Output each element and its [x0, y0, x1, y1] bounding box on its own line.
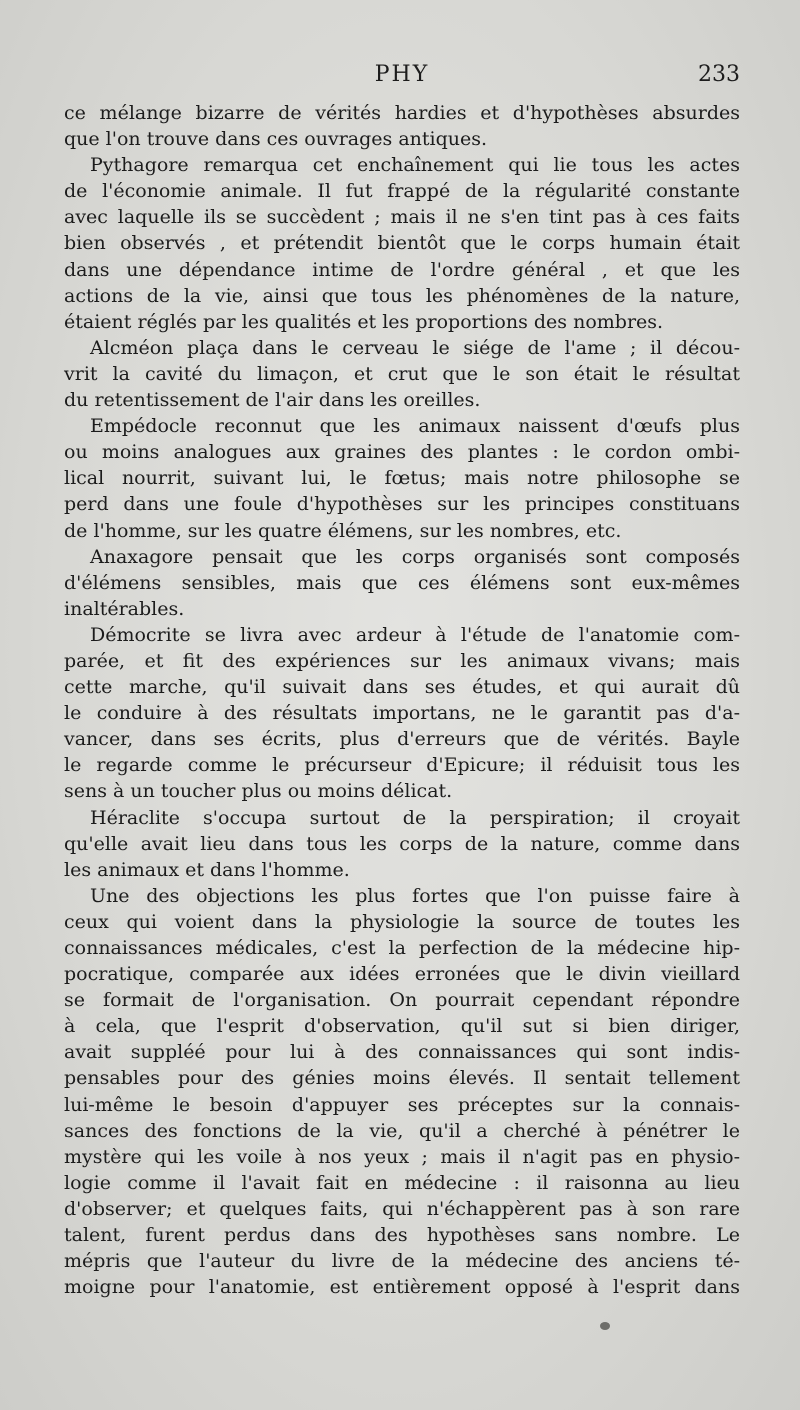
- text-line: avait suppléé pour lui à des connaissances qui sont indis-: [64, 1041, 740, 1064]
- text-line: étaient réglés par les qualités et les proportions des nombres.: [64, 310, 664, 333]
- text-line: actions de la vie, ainsi que tous les phénomènes de la nature,: [64, 284, 740, 307]
- text-line: connaissances médicales, c'est la perfection de la médecine hip-: [64, 937, 740, 959]
- text-line: vrit la cavité du limaçon, et crut que le son était le résultat: [64, 362, 740, 385]
- text-line: Une des objections les plus fortes que l'on puisse faire à: [90, 884, 740, 907]
- text-line: parée, et fit des expériences sur les animaux vivans; mais: [64, 649, 740, 672]
- text-line: les animaux et dans l'homme.: [64, 858, 350, 881]
- text-line: d'observer; et quelques faits, qui n'échappèrent pas à son rare: [64, 1197, 740, 1220]
- text-line: perd dans une foule d'hypothèses sur les principes constituans: [64, 493, 740, 516]
- text-line: d'élémens sensibles, mais que ces élémens sont eux-mêmes: [64, 571, 740, 594]
- page-header: [64, 62, 740, 96]
- text-line: Démocrite se livra avec ardeur à l'étude de l'anatomie com-: [90, 623, 740, 646]
- text-line: moigne pour l'anatomie, est entièrement opposé à l'esprit dans: [64, 1276, 740, 1299]
- text-line: ce mélange bizarre de vérités hardies et d'hypothèses absurdes: [64, 102, 740, 124]
- text-line: du retentissement de l'air dans les oreilles.: [64, 389, 481, 412]
- text-line: bien observés , et prétendit bientôt que le corps humain était: [64, 232, 740, 255]
- text-line: pensables pour des génies moins élevés. Il sentait tellement: [64, 1067, 740, 1090]
- text-line: cette marche, qu'il suivait dans ses études, et qui aurait dû: [64, 676, 740, 699]
- text-line: sances des fonctions de la vie, qu'il a cherché à pénétrer le: [64, 1119, 740, 1142]
- text-line: talent, furent perdus dans des hypothèses sans nombre. Le: [64, 1224, 740, 1247]
- text-line: Héraclite s'occupa surtout de la perspiration; il croyait: [90, 806, 740, 829]
- text-line: mépris que l'auteur du livre de la médecine des anciens té-: [64, 1250, 740, 1273]
- text-line: qu'elle avait lieu dans tous les corps de la nature, comme dans: [64, 832, 740, 855]
- text-line: dans une dépendance intime de l'ordre général , et que les: [64, 258, 740, 281]
- text-line: que l'on trouve dans ces ouvrages antiques.: [64, 128, 488, 151]
- running-head: PHY: [374, 62, 430, 87]
- text-line: Anaxagore pensait que les corps organisés sont composés: [90, 545, 740, 568]
- text-line: Pythagore remarqua cet enchaînement qui lie tous les actes: [90, 154, 740, 177]
- text-line: sens à un toucher plus ou moins délicat.: [64, 780, 453, 803]
- text-line: lical nourrit, suivant lui, le fœtus; mais notre philosophe se: [64, 467, 740, 490]
- body-text: [64, 100, 740, 1300]
- text-line: Alcméon plaça dans le cerveau le siége de l'ame ; il décou-: [90, 336, 740, 359]
- text-line: inaltérables.: [64, 597, 185, 620]
- text-line: logie comme il l'avait fait en médecine : il raisonna au lieu: [64, 1171, 740, 1194]
- text-line: lui-même le besoin d'appuyer ses préceptes sur la connais-: [64, 1093, 740, 1116]
- text-line: mystère qui les voile à nos yeux ; mais il n'agit pas en physio-: [64, 1145, 740, 1168]
- text-line: avec laquelle ils se succèdent ; mais il ne s'en tint pas à ces faits: [64, 206, 740, 229]
- text-line: ou moins analogues aux graines des plantes : le cordon ombi-: [64, 441, 740, 464]
- text-line: Empédocle reconnut que les animaux naissent d'œufs plus: [90, 415, 740, 438]
- text-line: de l'homme, sur les quatre élémens, sur les nombres, etc.: [64, 519, 622, 542]
- page-number: 233: [698, 62, 740, 87]
- text-line: vancer, dans ses écrits, plus d'erreurs que de vérités. Bayle: [64, 728, 740, 751]
- text-line: pocratique, comparée aux idées erronées que le divin vieillard: [64, 963, 740, 986]
- text-line: le regarde comme le précurseur d'Epicure; il réduisit tous les: [64, 754, 740, 777]
- text-line: se formait de l'organisation. On pourrait cependant répondre: [64, 989, 740, 1012]
- ink-spot: [600, 1322, 610, 1330]
- text-line: le conduire à des résultats importans, ne le garantit pas d'a-: [64, 702, 740, 725]
- text-line: de l'économie animale. Il fut frappé de la régularité constante: [64, 180, 740, 203]
- text-line: à cela, que l'esprit d'observation, qu'il sut si bien diriger,: [64, 1015, 740, 1038]
- text-line: ceux qui voient dans la physiologie la source de toutes les: [64, 910, 740, 933]
